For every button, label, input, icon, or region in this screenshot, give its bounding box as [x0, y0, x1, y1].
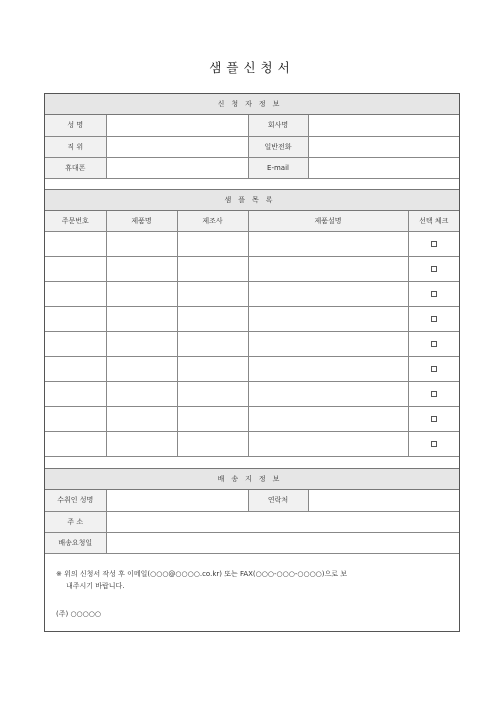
sample-cell[interactable] [106, 281, 177, 306]
contact-field[interactable] [308, 490, 459, 511]
sample-row [45, 256, 459, 281]
note-line-1: ※ 위의 신청서 작성 후 이메일(○○○@○○○○.co.kr) 또는 FAX(○○○-○○○-○○○○)으로 보 [56, 570, 348, 578]
checkbox-icon[interactable] [431, 341, 437, 347]
delivery-date-field[interactable] [106, 532, 459, 553]
sample-cell[interactable] [45, 356, 106, 381]
sample-cell[interactable] [177, 406, 248, 431]
section-spacer [45, 178, 459, 190]
sample-cell[interactable] [177, 431, 248, 456]
select-checkbox-cell[interactable] [408, 281, 459, 306]
email-label: E-mail [248, 157, 308, 178]
select-checkbox-cell[interactable] [408, 331, 459, 356]
mobile-label: 휴대폰 [45, 157, 106, 178]
sample-cell[interactable] [45, 381, 106, 406]
sample-cell[interactable] [106, 331, 177, 356]
sample-cell[interactable] [177, 331, 248, 356]
checkbox-icon[interactable] [431, 266, 437, 272]
name-field[interactable] [106, 115, 248, 136]
sample-cell[interactable] [177, 256, 248, 281]
sample-cell[interactable] [248, 306, 408, 331]
sample-cell[interactable] [106, 406, 177, 431]
sample-cell[interactable] [248, 331, 408, 356]
checkbox-icon[interactable] [431, 416, 437, 422]
section-spacer [45, 457, 459, 469]
sample-cell[interactable] [106, 356, 177, 381]
column-header-order-no: 주문번호 [45, 211, 106, 231]
sample-cell[interactable] [177, 381, 248, 406]
shipping-section-header: 배송지정보 [45, 469, 459, 490]
sample-cell[interactable] [177, 231, 248, 256]
mobile-field[interactable] [106, 157, 248, 178]
select-checkbox-cell[interactable] [408, 406, 459, 431]
sample-cell[interactable] [248, 406, 408, 431]
checkbox-icon[interactable] [431, 441, 437, 447]
checkbox-icon[interactable] [431, 241, 437, 247]
recipient-field[interactable] [106, 490, 248, 511]
sample-cell[interactable] [106, 231, 177, 256]
address-field[interactable] [106, 511, 459, 532]
sample-cell[interactable] [177, 356, 248, 381]
submission-note [45, 560, 459, 633]
select-checkbox-cell[interactable] [408, 231, 459, 256]
checkbox-icon[interactable] [431, 291, 437, 297]
position-label: 직 위 [45, 136, 106, 157]
contact-label: 연락처 [248, 490, 308, 511]
applicant-table [45, 115, 459, 179]
sample-cell[interactable] [248, 256, 408, 281]
sample-row [45, 381, 459, 406]
document-title: 샘플신청서 [209, 60, 295, 75]
recipient-label: 수취인 성명 [45, 490, 106, 511]
sample-row [45, 231, 459, 256]
position-field[interactable] [106, 136, 248, 157]
checkbox-icon[interactable] [431, 391, 437, 397]
shipping-table [45, 490, 459, 554]
checkbox-icon[interactable] [431, 366, 437, 372]
sample-cell[interactable] [106, 306, 177, 331]
select-checkbox-cell[interactable] [408, 306, 459, 331]
sample-cell[interactable] [177, 306, 248, 331]
phone-field[interactable] [308, 136, 459, 157]
select-checkbox-cell[interactable] [408, 381, 459, 406]
applicant-section-header: 신청자정보 [45, 94, 459, 115]
column-header-maker: 제조사 [177, 211, 248, 231]
sample-cell[interactable] [248, 231, 408, 256]
sample-cell[interactable] [248, 431, 408, 456]
sample-row [45, 406, 459, 431]
sample-row [45, 281, 459, 306]
address-label: 주 소 [45, 511, 106, 532]
sample-cell[interactable] [45, 256, 106, 281]
checkbox-icon[interactable] [431, 316, 437, 322]
sample-cell[interactable] [45, 306, 106, 331]
sample-cell[interactable] [45, 231, 106, 256]
sample-cell[interactable] [248, 281, 408, 306]
select-checkbox-cell[interactable] [408, 256, 459, 281]
sample-cell[interactable] [45, 281, 106, 306]
sample-cell[interactable] [45, 331, 106, 356]
select-checkbox-cell[interactable] [408, 356, 459, 381]
sample-cell[interactable] [106, 381, 177, 406]
sample-cell[interactable] [45, 431, 106, 456]
sample-cell[interactable] [248, 381, 408, 406]
name-label: 성 명 [45, 115, 106, 136]
samples-table [45, 211, 459, 457]
select-checkbox-cell[interactable] [408, 431, 459, 456]
sample-row [45, 306, 459, 331]
delivery-date-label: 배송요청일 [45, 532, 106, 553]
sample-row [45, 331, 459, 356]
phone-label: 일반전화 [248, 136, 308, 157]
sample-cell[interactable] [177, 281, 248, 306]
sample-cell[interactable] [106, 431, 177, 456]
sample-cell[interactable] [45, 406, 106, 431]
company-name: (주) ○○○○○ [56, 610, 101, 618]
column-header-product: 제품명 [106, 211, 177, 231]
sample-row [45, 431, 459, 456]
column-header-check: 선택 체크 [408, 211, 459, 231]
column-header-description: 제품설명 [248, 211, 408, 231]
sample-row [45, 356, 459, 381]
samples-section-header: 샘플목록 [45, 190, 459, 211]
sample-cell[interactable] [106, 256, 177, 281]
sample-cell[interactable] [248, 356, 408, 381]
note-line-2: 내주시기 바랍니다. [66, 582, 125, 590]
sample-request-form [44, 93, 460, 632]
company-label: 회사명 [248, 115, 308, 136]
company-field[interactable] [308, 115, 459, 136]
email-field[interactable] [308, 157, 459, 178]
